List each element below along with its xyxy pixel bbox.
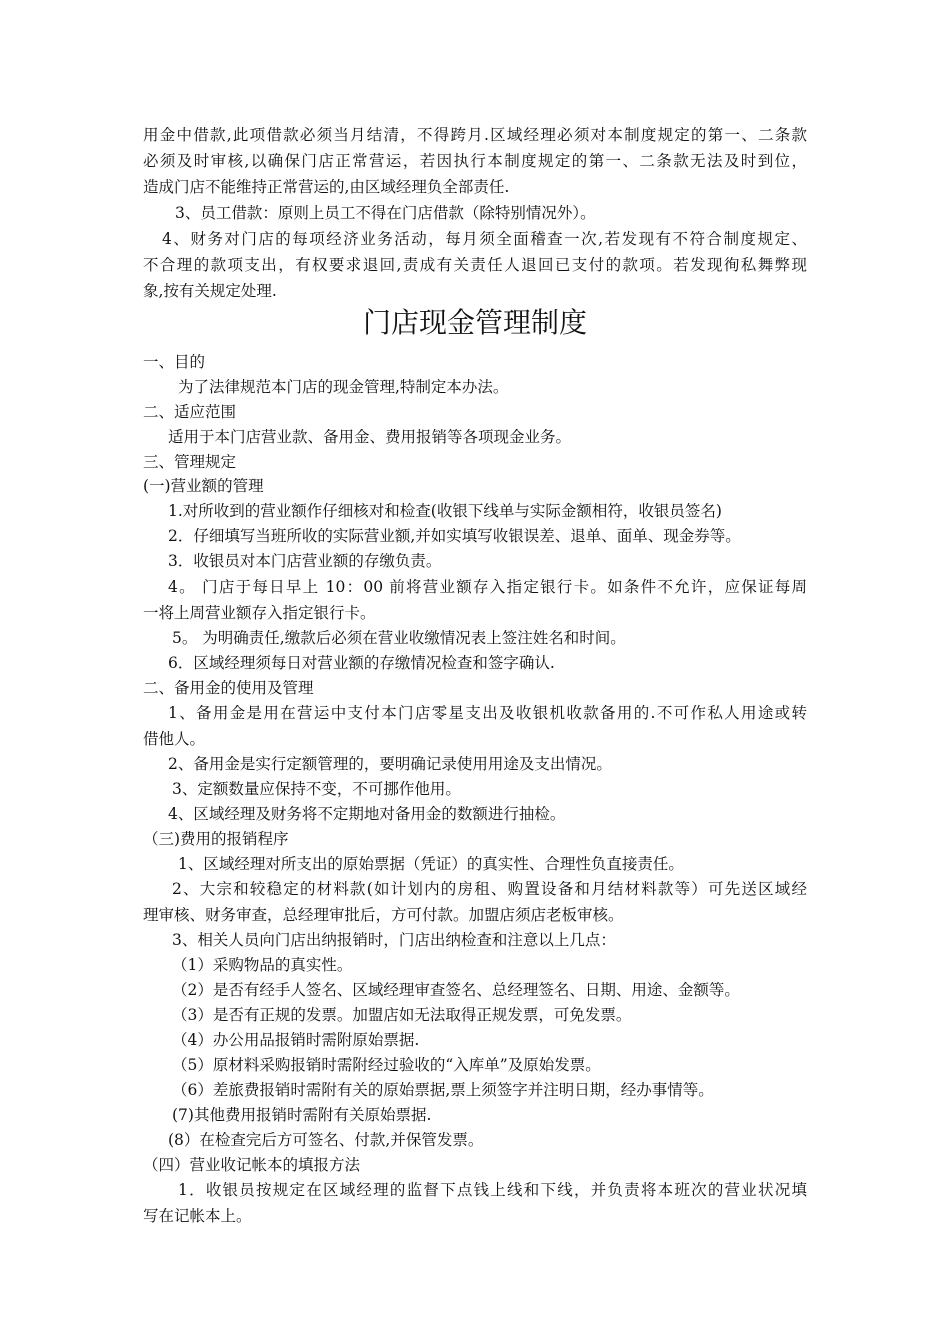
subsection-3-item-3: 3、相关人员向门店出纳报销时，门店出纳检查和注意以上几点：	[172, 931, 616, 949]
intro-line-7: 象,按有关规定处理.	[143, 282, 277, 300]
subsection-3-point-5: （5）原材料采购报销时需附经过验收的“入库单”及原始发票。	[172, 1056, 601, 1074]
subsection-1-item-3: 3．收银员对本门店营业额的存缴负责。	[168, 552, 442, 570]
subsection-1-item-6: 6．区域经理须每日对营业额的存缴情况检查和签字确认.	[168, 654, 555, 672]
intro-item-3: 3、员工借款：原则上员工不得在门店借款（除特别情况外）。	[175, 204, 596, 222]
subsection-2-item-4: 4、区域经理及财务将不定期地对备用金的数额进行抽检。	[168, 805, 566, 823]
subsection-3-point-6: （6）差旅费报销时需附有关的原始票据,票上须签字并注明日期，经办事情等。	[172, 1081, 714, 1099]
subsection-4-item-1-cont: 写在记帐本上。	[143, 1207, 252, 1225]
subsection-1-heading: (一)营业额的管理	[143, 477, 264, 495]
subsection-3-point-4: （4）办公用品报销时需附原始票据.	[172, 1031, 420, 1049]
subsection-3-heading: （三)费用的报销程序	[143, 830, 289, 848]
subsection-3-point-3: （3）是否有正规的发票。加盟店如无法取得正规发票，可免发票。	[172, 1006, 632, 1024]
subsection-1-item-4: 4。 门店于每日早上 10：00 前将营业额存入指定银行卡。如条件不允许，应保证每周	[168, 578, 807, 596]
section-2-text: 适用于本门店营业款、备用金、费用报销等各项现金业务。	[168, 428, 572, 446]
subsection-3-point-7: (7)其他费用报销时需附有关原始票据.	[172, 1106, 432, 1124]
section-1-heading: 一、目的	[143, 353, 206, 371]
intro-line-1: 用金中借款,此项借款必须当月结清，不得跨月.区域经理必须对本制度规定的第一、二条款	[143, 126, 807, 144]
subsection-3-item-1: 1、区域经理对所支出的原始票据（凭证）的真实性、合理性负直接责任。	[178, 855, 684, 873]
subsection-1-item-5: 5。 为明确责任,缴款后必须在营业收缴情况表上签注姓名和时间。	[172, 629, 626, 647]
section-3-heading: 三、管理规定	[143, 453, 237, 471]
subsection-4-heading: （四）营业收记帐本的填报方法	[143, 1156, 361, 1174]
subsection-2-item-1: 1、备用金是用在营运中支付本门店零星支出及收银机收款备用的.不可作私人用途或转	[168, 704, 807, 722]
subsection-1-item-4-cont: 一将上周营业额存入指定银行卡。	[143, 604, 376, 622]
intro-line-2: 必须及时审核,以确保门店正常营运，若因执行本制度规定的第一、二条款无法及时到位，	[143, 152, 807, 170]
subsection-1-item-1: 1.对所收到的营业额作仔细核对和检查(收银下线单与实际金额相符，收银员签名)	[168, 502, 722, 520]
subsection-4-item-1: 1．收银员按规定在区域经理的监督下点钱上线和下线，并负责将本班次的营业状况填	[178, 1181, 807, 1199]
subsection-3-point-2: （2）是否有经手人签名、区域经理审查签名、总经理签名、日期、用途、金额等。	[172, 981, 740, 999]
subsection-2-heading: 二、备用金的使用及管理	[143, 679, 314, 697]
subsection-1-item-2: 2．仔细填写当班所收的实际营业额,并如实填写收银误差、退单、面单、现金券等。	[168, 527, 741, 545]
section-2-heading: 二、适应范围	[143, 403, 237, 421]
subsection-2-item-2: 2、备用金是实行定额管理的，要明确记录使用用途及支出情况。	[168, 755, 612, 773]
subsection-3-item-2: 2、大宗和较稳定的材料款(如计划内的房租、购置设备和月结材料款等）可先送区域经	[172, 880, 807, 898]
document-title: 门店现金管理制度	[362, 306, 587, 339]
subsection-3-point-1: （1）采购物品的真实性。	[172, 956, 353, 974]
section-1-text: 为了法律规范本门店的现金管理,特制定本办法。	[178, 378, 509, 396]
intro-line-6: 不合理的款项支出，有权要求退回,责成有关责任人退回已支付的款项。若发现徇私舞弊现	[143, 256, 807, 274]
subsection-2-item-1-cont: 借他人。	[143, 730, 206, 748]
intro-line-3: 造成门店不能维持正常营运的,由区域经理负全部责任.	[143, 178, 510, 196]
intro-item-4: 4、财务对门店的每项经济业务活动，每月须全面稽查一次,若发现有不符合制度规定、	[162, 230, 807, 248]
subsection-2-item-3: 3、定额数量应保持不变，不可挪作他用。	[172, 780, 461, 798]
subsection-3-point-8: (8）在检查完后方可签名、付款,并保管发票。	[168, 1131, 484, 1149]
subsection-3-item-2-cont: 理审核、财务审查，总经理审批后，方可付款。加盟店须店老板审核。	[143, 906, 624, 924]
